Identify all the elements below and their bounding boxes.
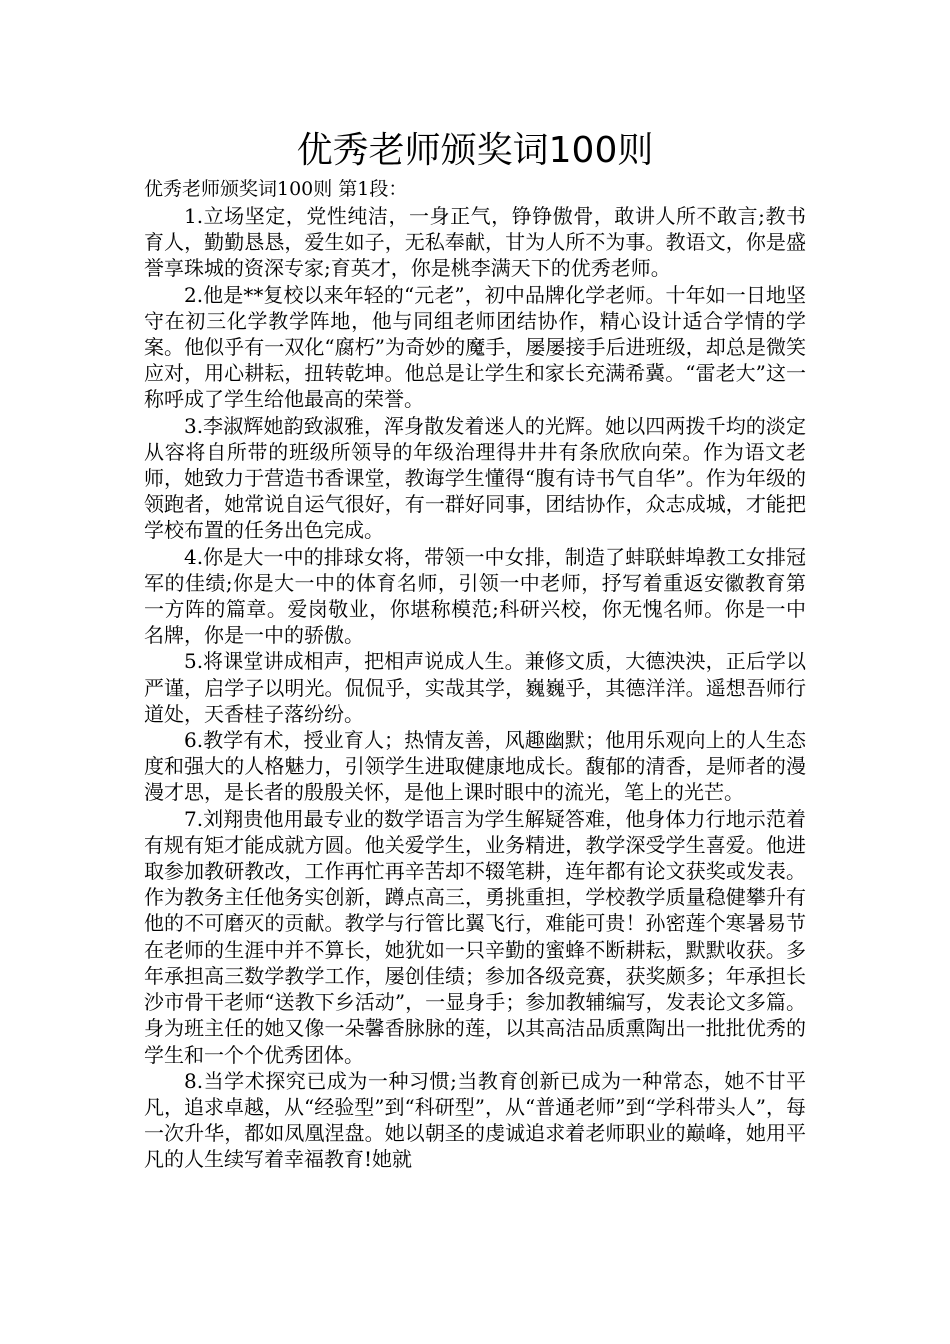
paragraph-5: 5.将课堂讲成相声，把相声说成人生。兼修文质，大德泱泱，正后学以严谨，启学子以明光。侃侃乎，实哉其学，巍巍乎，其德洋洋。遥想吾师行道处，天香桂子落纷纷。	[144, 649, 806, 726]
paragraph-7: 7.刘翔贵他用最专业的数学语言为学生解疑答难，他身体力行地示范着有规有矩才能成就方圆。他关爱学生，业务精进，教学深受学生喜爱。他进取参加教研教改，工作再忙再辛苦却不辍笔耕，连年都有论文获奖或发表。作为教务主任他务实创新，蹲点高三，勇挑重担，学校教学质量稳健攀升有他的不可磨灭的贡献。教学与行管比翼飞行，难能可贵！孙密莲个寒暑易节在老师的生涯中并不算长，她犹如一只辛勤的蜜蜂不断耕耘，默默收获。多年承担高三数学教学工作，屡创佳绩；参加各级竞赛，获奖颇多；年承担长沙市骨干老师“送教下乡活动”，一显身手；参加教辅编写，发表论文多篇。身为班主任的她又像一朵馨香脉脉的莲，以其高洁品质熏陶出一批批优秀的学生和一个个优秀团体。	[144, 806, 806, 1067]
paragraph-1: 1.立场坚定，党性纯洁，一身正气，铮铮傲骨，敢讲人所不敢言;教书育人，勤勤恳恳，爱生如子，无私奉献，甘为人所不为事。教语文，你是盛誉享珠城的资深专家;育英才，你是桃李满天下的优秀老师。	[144, 204, 806, 281]
paragraph-4: 4.你是大一中的排球女将，带领一中女排，制造了蚌联蚌埠教工女排冠军的佳绩;你是大一中的体育名师，引领一中老师，抒写着重返安徽教育第一方阵的篇章。爱岗敬业，你堪称模范;科研兴校，你无愧名师。你是一中名牌，你是一中的骄傲。	[144, 544, 806, 648]
document-title: 优秀老师颁奖词100则	[296, 130, 654, 171]
paragraph-8: 8.当学术探究已成为一种习惯;当教育创新已成为一种常态，她不甘平凡，追求卓越，从“经验型”到“科研型”，从“普通老师”到“学科带头人”，每一次升华，都如凤凰涅盘。她以朝圣的虔诚追求着老师职业的巅峰，她用平凡的人生续写着幸福教育!她就	[144, 1068, 806, 1172]
paragraph-6: 6.教学有术，授业育人；热情友善，风趣幽默；他用乐观向上的人生态度和强大的人格魅力，引领学生进取健康地成长。馥郁的清香，是师者的漫漫才思，是长者的殷殷关怀，是他上课时眼中的流光，笔上的光芒。	[144, 728, 806, 805]
section-label: 优秀老师颁奖词100则 第1段：	[144, 178, 408, 200]
document-body	[144, 126, 806, 1173]
paragraph-2: 2.他是**复校以来年轻的“元老”，初中品牌化学老师。十年如一日地坚守在初三化学教学阵地，他与同组老师团结协作，精心设计适合学情的学案。他似乎有一双化“腐朽”为奇妙的魔手，屡屡接手后进班级，却总是微笑应对，用心耕耘，扭转乾坤。他总是让学生和家长充满希冀。“雷老大”这一称呼成了学生给他最高的荣誉。	[144, 282, 806, 412]
paragraph-3: 3.李淑辉她韵致淑雅，浑身散发着迷人的光辉。她以四两拨千均的淡定从容将自所带的班级所领导的年级治理得井井有条欣欣向荣。作为语文老师，她致力于营造书香课堂，教诲学生懂得“腹有诗书气自华”。作为年级的领跑者，她常说自运气很好，有一群好同事，团结协作，众志成城，才能把学校布置的任务出色完成。	[144, 413, 806, 543]
